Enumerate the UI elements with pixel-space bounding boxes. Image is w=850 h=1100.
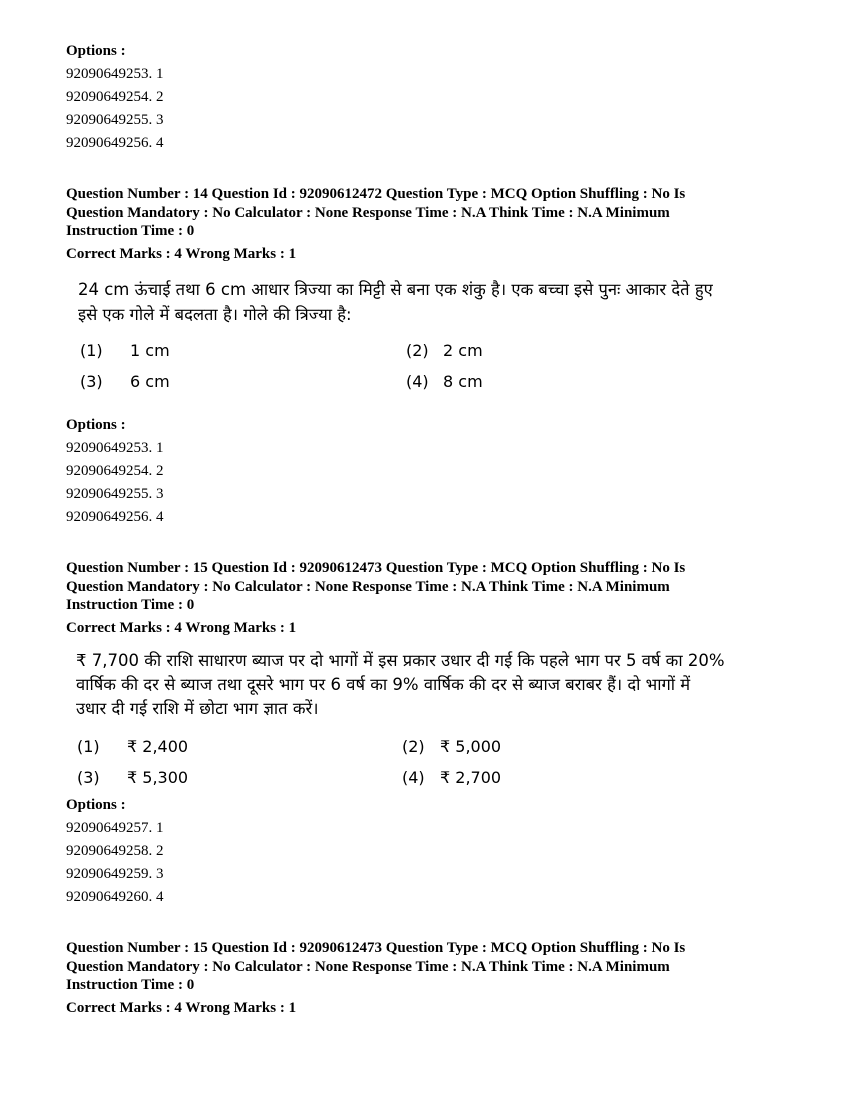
choice-1 — [77, 737, 188, 756]
option-item: 92090649257. 1 — [66, 820, 164, 836]
choice-value: 2 cm — [443, 341, 483, 360]
meta-line: Question Mandatory : No Calculator : None Response Time : N.A Think Time : N.A Minimum — [66, 204, 670, 221]
choice-number: (2) — [406, 341, 429, 360]
option-item: 92090649260. 4 — [66, 889, 164, 905]
choice-value: ₹ 5,000 — [440, 737, 502, 756]
question-text-line: उधार दी गई राशि में छोटा भाग ज्ञात करें। — [76, 699, 319, 718]
meta-line: Instruction Time : 0 — [66, 223, 195, 240]
option-item: 92090649258. 2 — [66, 843, 164, 859]
choice-4 — [406, 372, 483, 391]
choice-3 — [77, 768, 188, 787]
question-14-text — [78, 277, 768, 327]
question-15-text — [76, 649, 766, 721]
question-15-meta — [66, 559, 786, 637]
options-block-q14 — [66, 414, 164, 529]
question-text-line: 24 cm ऊंचाई तथा 6 cm आधार त्रिज्या का मिट्टी से बना एक शंकु है। एक बच्चा इसे पुनः आकार देते हुए — [78, 280, 713, 299]
marks-line: Correct Marks : 4 Wrong Marks : 1 — [66, 999, 297, 1016]
option-item: 92090649255. 3 — [66, 112, 164, 128]
options-block-prev — [66, 40, 164, 155]
choice-number: (1) — [80, 341, 103, 360]
choice-number: (1) — [77, 737, 100, 756]
choice-value: 8 cm — [443, 372, 483, 391]
option-item: 92090649253. 1 — [66, 66, 164, 82]
choice-number: (3) — [77, 768, 100, 787]
options-header: Options : — [66, 417, 126, 433]
choice-1 — [80, 341, 170, 360]
meta-line: Instruction Time : 0 — [66, 977, 195, 994]
option-item: 92090649259. 3 — [66, 866, 164, 882]
choice-2 — [402, 737, 501, 756]
choice-3 — [80, 372, 170, 391]
meta-line: Question Number : 15 Question Id : 92090612473 Question Type : MCQ Option Shuffling : No Is — [66, 940, 686, 956]
question-15-repeat-meta — [66, 939, 786, 1017]
meta-line: Instruction Time : 0 — [66, 597, 195, 614]
options-header: Options : — [66, 797, 126, 813]
options-header: Options : — [66, 43, 126, 59]
option-item: 92090649256. 4 — [66, 135, 164, 151]
choice-value: ₹ 5,300 — [127, 768, 189, 787]
question-text-line: ₹ 7,700 की राशि साधारण ब्याज पर दो भागों में इस प्रकार उधार दी गई कि पहले भाग पर 5 वर्ष का 20% — [76, 651, 725, 670]
meta-line: Question Mandatory : No Calculator : None Response Time : N.A Think Time : N.A Minimum — [66, 958, 670, 975]
option-item: 92090649256. 4 — [66, 509, 164, 525]
option-item: 92090649254. 2 — [66, 463, 164, 479]
choice-value: ₹ 2,700 — [440, 768, 502, 787]
options-block-q15 — [66, 794, 164, 909]
marks-line: Correct Marks : 4 Wrong Marks : 1 — [66, 619, 297, 636]
option-item: 92090649253. 1 — [66, 440, 164, 456]
choice-value: 1 cm — [130, 341, 170, 360]
question-text-line: इसे एक गोले में बदलता है। गोले की त्रिज्या है: — [78, 305, 352, 324]
option-item: 92090649254. 2 — [66, 89, 164, 105]
meta-line: Question Number : 15 Question Id : 92090612473 Question Type : MCQ Option Shuffling : No Is — [66, 560, 686, 576]
choice-number: (4) — [402, 768, 425, 787]
marks-line: Correct Marks : 4 Wrong Marks : 1 — [66, 245, 297, 262]
choice-4 — [402, 768, 501, 787]
question-14-meta — [66, 185, 786, 263]
choice-2 — [406, 341, 483, 360]
meta-line: Question Mandatory : No Calculator : None Response Time : N.A Think Time : N.A Minimum — [66, 578, 670, 595]
choice-value: ₹ 2,400 — [127, 737, 189, 756]
choice-number: (4) — [406, 372, 429, 391]
option-item: 92090649255. 3 — [66, 486, 164, 502]
choice-number: (3) — [80, 372, 103, 391]
meta-line: Question Number : 14 Question Id : 92090612472 Question Type : MCQ Option Shuffling : No Is — [66, 186, 686, 202]
choice-number: (2) — [402, 737, 425, 756]
choice-value: 6 cm — [130, 372, 170, 391]
question-text-line: वार्षिक की दर से ब्याज तथा दूसरे भाग पर 6 वर्ष का 9% वार्षिक की दर से ब्याज बराबर हैं। दो भागों में — [76, 675, 691, 694]
